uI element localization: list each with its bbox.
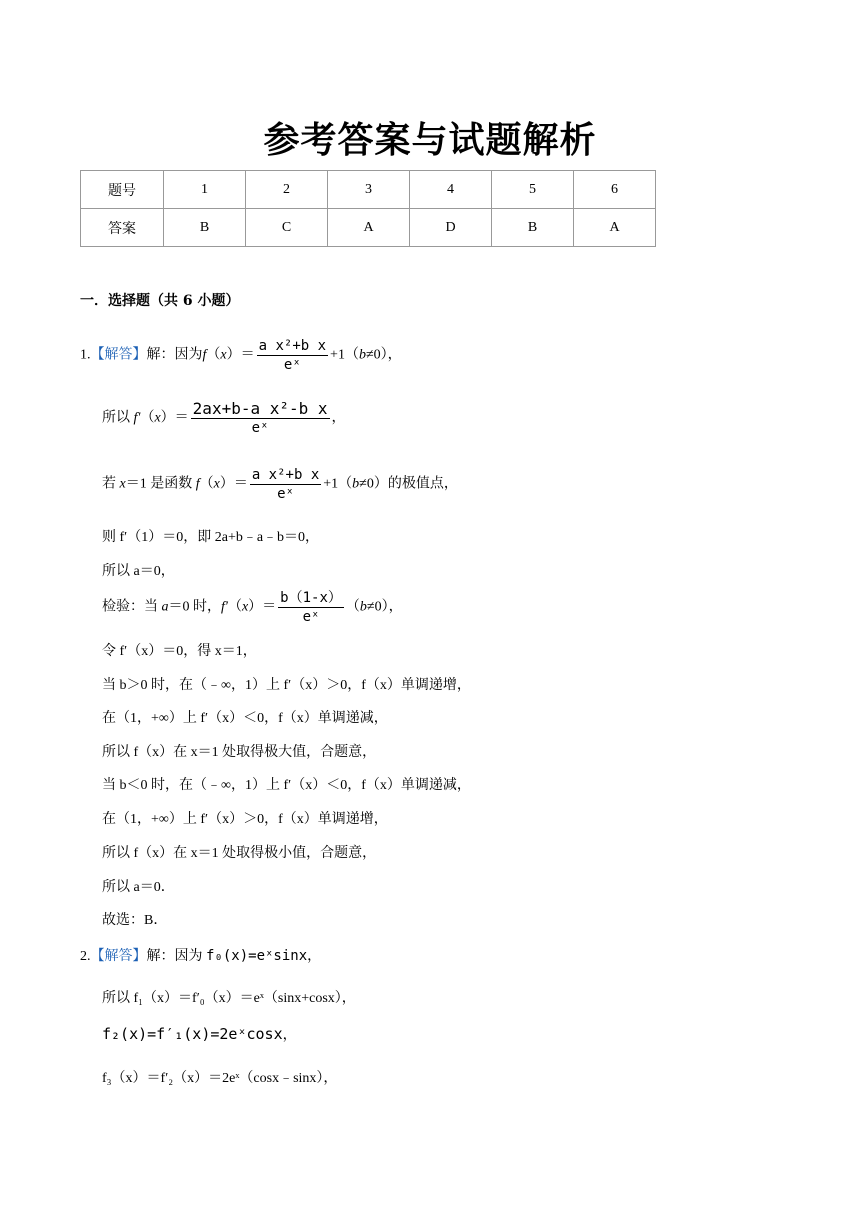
- table-cell: D: [410, 209, 492, 247]
- page-title: 参考答案与试题解析: [263, 119, 597, 161]
- table-row: [81, 171, 656, 209]
- formula-image: f₂(x)=f′₁(x)=2eˣcosx: [102, 1025, 283, 1043]
- text-line: 所以 f（x）在 x＝1 处取得极小值，合题意，: [102, 846, 377, 861]
- numerator: a x²+b x: [258, 338, 327, 354]
- table-row: [81, 209, 656, 247]
- text-line: 在（1，+∞）上 f′（x）＞0，f（x）单调递增，: [102, 812, 388, 827]
- question-2-line: 2.【解答】解：因为 f₀(x)=eˣsinx，: [80, 948, 322, 964]
- table-header-cell: 题号: [81, 171, 164, 209]
- section-heading: 一．选择题（共 6 小题）: [80, 293, 240, 309]
- table-cell: 5: [492, 171, 574, 209]
- question-1-line: 1.【解答】解：因为f（x）＝ $\frac{\text{a x²+b x}}{\text{eˣ}}$ +1（b≠0），: [80, 338, 402, 373]
- numerator: 2ax+b-a x²-b x: [192, 399, 328, 418]
- text-line: 当 b＜0 时，在（﹣∞，1）上 f′（x）＜0，f（x）单调递减，: [102, 778, 471, 793]
- fraction: [257, 337, 328, 374]
- fraction: $\frac{\text{a x²+b x}}{\text{eˣ}}$: [251, 467, 320, 502]
- fraction: [191, 400, 330, 437]
- table-cell: A: [574, 209, 656, 247]
- table-header-cell: 答案: [81, 209, 164, 247]
- text-line: 则 f′（1）＝0，即 2a+b﹣a﹣b＝0，: [102, 530, 320, 545]
- text-line: 所以 f（x）在 x＝1 处取得极大值，合题意，: [102, 745, 377, 760]
- equation-line: 所以 f′（x）＝ $\frac{\text{2ax+b-a x²-b x}}{\text{eˣ}}$ ，: [102, 399, 346, 436]
- table-cell: 1: [164, 171, 246, 209]
- question-number: 2.: [80, 949, 91, 964]
- text-line: 所以 a＝0，: [102, 564, 175, 579]
- text-line: 在（1，+∞）上 f′（x）＜0，f（x）单调递减，: [102, 711, 388, 726]
- answer-tag: 【解答】: [90, 949, 147, 964]
- text: 解：因为: [146, 347, 203, 363]
- table-cell: B: [164, 209, 246, 247]
- denominator: eˣ: [283, 357, 301, 373]
- text-line: 所以 f₁（x）＝f′₀（x）＝eˣ（sinx+cosx），: [102, 991, 356, 1006]
- equation-line: 若 x＝1 是函数 f（x）＝ $\frac{\text{a x²+b x}}{\text{eˣ}}$ +1（b≠0）的极值点，: [102, 467, 458, 502]
- text: 解：因为: [146, 949, 203, 964]
- table-cell: 2: [246, 171, 328, 209]
- text-line: 故选：B．: [102, 913, 168, 928]
- table-cell: A: [328, 209, 410, 247]
- equation-line: f₂(x)=f′₁(x)=2eˣcosx，: [102, 1025, 297, 1043]
- answer-table: [80, 170, 656, 247]
- denominator: eˣ: [251, 420, 269, 436]
- table-cell: 3: [328, 171, 410, 209]
- numerator: b（1-x）: [280, 590, 342, 606]
- table-cell: 4: [410, 171, 492, 209]
- question-number: 1.: [80, 347, 91, 363]
- text-line: 当 b＞0 时，在（﹣∞，1）上 f′（x）＞0，f（x）单调递增，: [102, 678, 471, 693]
- denominator: eˣ: [302, 609, 320, 625]
- text-line: 所以 a＝0．: [102, 880, 175, 895]
- fraction: [278, 589, 344, 626]
- text-line: 令 f′（x）＝0，得 x＝1，: [102, 644, 257, 659]
- text-line: f₃（x）＝f′₂（x）＝2eˣ（cosx﹣sinx），: [102, 1071, 338, 1086]
- table-cell: C: [246, 209, 328, 247]
- answer-tag: 【解答】: [90, 347, 147, 363]
- table-cell: B: [492, 209, 574, 247]
- table-cell: 6: [574, 171, 656, 209]
- equation-line: 检验：当 a＝0 时，f′（x）＝ $\frac{b(1-x)}{\text{eˣ}}$ （b≠0），: [102, 590, 403, 625]
- formula-image: f₀(x)=eˣsinx: [206, 948, 308, 964]
